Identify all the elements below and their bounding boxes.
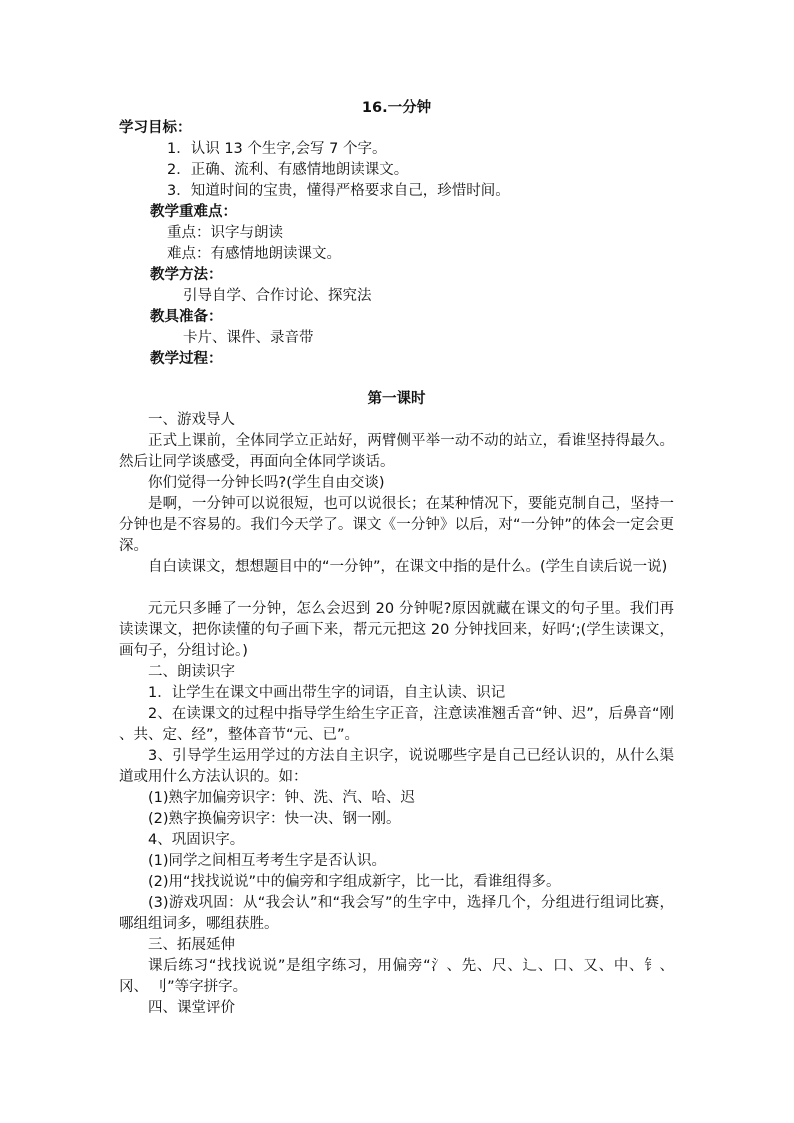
key-point-item: 难点：有感情地朗读课文。 [167,246,341,262]
section-heading: 三、拓展延伸 [148,937,235,953]
paragraph: (2)用“找找说说”中的偏旁和字组成新字，比一比，看谁组得多。 [148,874,561,890]
paragraph: 4、巩固识字。 [148,832,245,848]
paragraph: 3、引导学生运用学过的方法自主识字，说说哪些字是自己已经认识的，从什么渠道或用什么方法认识的。如： [119,748,674,785]
goal-item: 2．正确、流利、有感情地朗读课文。 [167,162,409,178]
paragraph: (1)熟字加偏旁识字：钟、洗、汽、哈、迟 [148,790,416,806]
paragraph: 1．让学生在课文中画出带生字的词语，自主认读、识记 [148,685,506,701]
method-heading: 教学方法： [150,267,223,283]
key-point-item: 重点：识字与朗读 [167,225,283,241]
document-title: 16.一分钟 [361,100,432,116]
method-text: 引导自学、合作讨论、探究法 [183,288,372,304]
lesson-title: 第一课时 [367,391,426,407]
paragraph: 自白读课文，想想题目中的“一分钟”，在课文中指的是什么。(学生自读后说一说) [148,559,668,575]
tools-heading: 教具准备： [150,309,223,325]
goals-heading: 学习目标： [119,120,192,136]
tools-text: 卡片、课件、录音带 [183,330,314,346]
paragraph: (2)熟字换偏旁识字：快一决、钢一刚。 [148,811,401,827]
paragraph: (1)同学之间相互考考生字是否认识。 [148,853,387,869]
paragraph: (3)游戏巩固：从“我会认”和“我会写”的生字中，选择几个，分组进行组词比赛，哪组组词多，哪组获胜。 [119,895,674,932]
key-points-heading: 教学重难点： [150,204,237,220]
paragraph: 你们觉得一分钟长吗?(学生自由交谈) [148,475,385,491]
paragraph: 正式上课前，全体同学立正站好，两臂侧平举一动不动的站立，看谁坚持得最久。然后让同学谈感受，再面向全体同学谈话。 [119,433,674,470]
goal-item: 3．知道时间的宝贵，懂得严格要求自己，珍惜时间。 [167,183,510,199]
paragraph: 2、在读课文的过程中指导学生给生字正音，注意读准翘舌音“钟、迟”，后鼻音“刚 、共、定、经”，整体音节“元、已”。 [119,706,674,743]
section-heading: 四、课堂评价 [148,1000,235,1016]
process-heading: 教学过程： [150,351,223,367]
paragraph: 元元只多睡了一分钟，怎么会迟到 20 分钟呢?原因就藏在课文的句子里。我们再读读课文，把你读懂的句子画下来，帮元元把这 20 分钟找回来，好吗‘;(学生读课文，画句子，分组讨论。) [119,601,674,659]
paragraph: 是啊，一分钟可以说很短，也可以说很长；在某种情况下，要能克制自己，坚持一分钟也是不容易的。我们今天学了。课文《一分钟》以后，对“一分钟”的体会一定会更深。 [119,496,674,554]
goal-item: 1．认识 13 个生字,会写 7 个字。 [167,141,387,157]
paragraph: 课后练习“找找说说”是组字练习，用偏旁“氵、先、尺、辶、口、又、中、钅、冈、 刂”等字拼字。 [119,958,674,995]
section-heading: 二、朗读识字 [148,664,235,680]
section-heading: 一、游戏导人 [148,412,235,428]
